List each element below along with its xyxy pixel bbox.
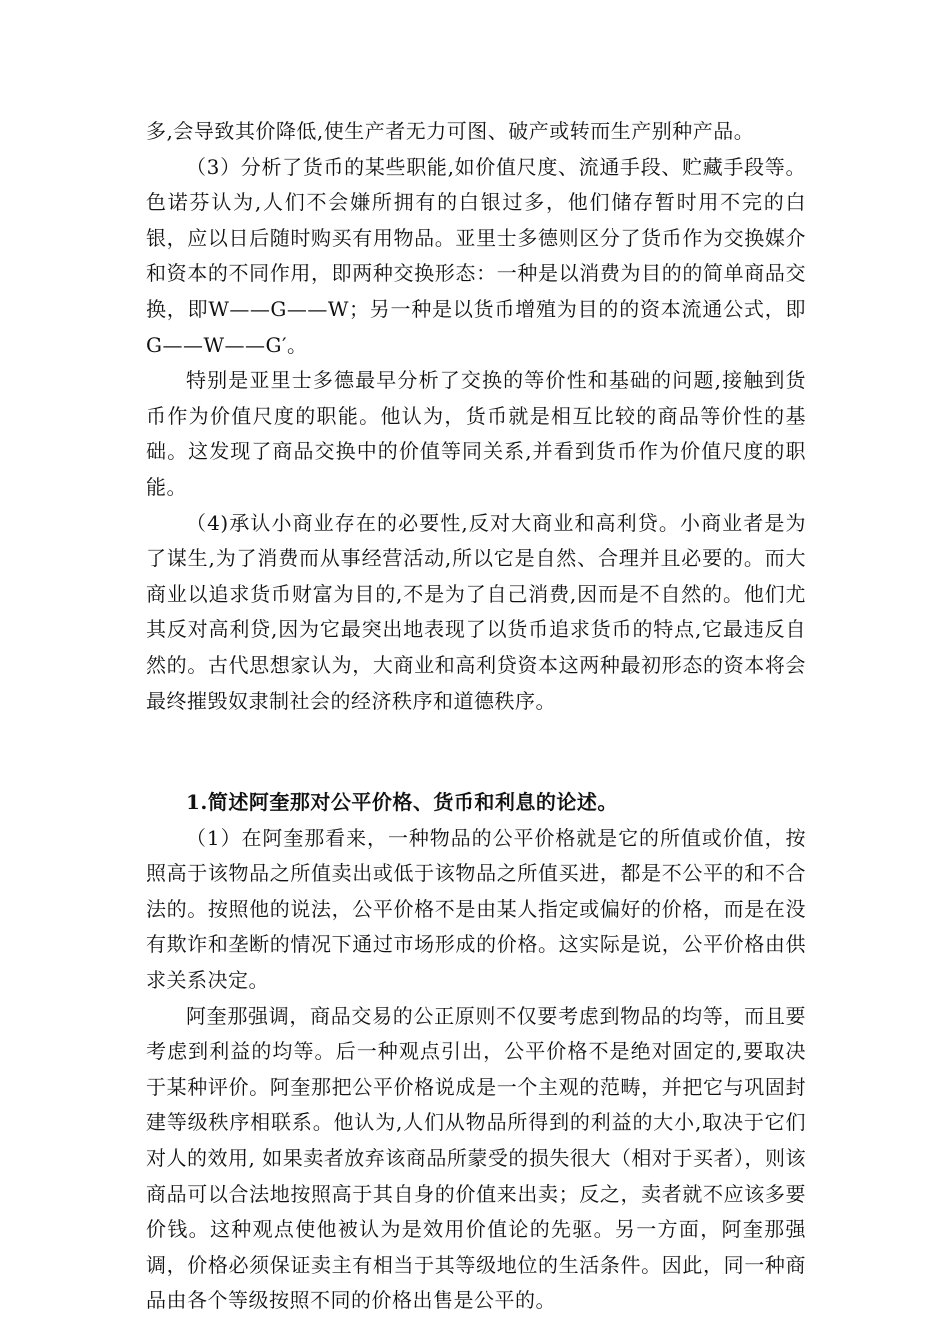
paragraph-aristotle: 特别是亚里士多德最早分析了交换的等价性和基础的问题,接触到货币作为价值尺度的职能。他认为，货币就是相互比较的商品等价性的基础。这发现了商品交换中的价值等同关系,并看到货币作为价值尺度的职能。 [146, 368, 806, 499]
paragraph-aquinas-2: 阿奎那强调，商品交易的公正原则不仅要考虑到物品的均等，而且要考虑到利益的均等。后一种观点引出，公平价格不是绝对固定的,要取决于某种评价。阿奎那把公平价格说成是一个主观的范畴，并把它与巩固封建等级秩序相联系。他认为,人们从物品所得到的利益的大小,取决于它们对人的效用, 如果卖者放弃该商品所蒙受的损失很大（相对于买者），则该商品可以合法地按照高于其自身的价值来出卖；反之，卖者就不应该多要价钱。这种观点使他被认为是效用价值论的先驱。另一方面，阿奎那强调，价格必须保证卖主有相当于其等级地位的生活条件。因此，同一种商品由各个等级按照不同的价格出售是公平的。 [146, 1003, 806, 1313]
paragraph-point-4: （4)承认小商业存在的必要性,反对大商业和高利贷。小商业者是为了谋生,为了消费而从事经营活动,所以它是自然、合理并且必要的。而大商业以追求货币财富为目的,不是为了自己消费,因而是不自然的。他们尤其反对高利贷,因为它最突出地表现了以货币追求货币的特点,它最违反自然的。古代思想家认为，大商业和高利贷资本这两种最初形态的资本将会最终摧毁奴隶制社会的经济秩序和道德秩序。 [146, 510, 806, 713]
paragraph-point-3: （3）分析了货币的某些职能,如价值尺度、流通手段、贮藏手段等。色诺芬认为,人们不会嫌所拥有的白银过多，他们储存暂时用不完的白银，应以日后随时购买有用物品。亚里士多德则区分了货币作为交换媒介和资本的不同作用，即两种交换形态：一种是以消费为目的的简单商品交换，即W——G——W；另一种是以货币增殖为目的的资本流通公式，即G——W——G′。 [146, 154, 806, 357]
section-heading: 1.简述阿奎那对公平价格、货币和利息的论述。 [186, 790, 618, 815]
paragraph-aquinas-1: （1）在阿奎那看来，一种物品的公平价格就是它的所值或价值，按照高于该物品之所值卖出或低于该物品之所值买进，都是不公平的和不合法的。按照他的说法，公平价格不是由某人指定或偏好的价格，而是在没有欺诈和垄断的情况下通过市场形成的价格。这实际是说，公平价格由供求关系决定。 [146, 825, 806, 993]
document-page [146, 114, 806, 1319]
paragraph-continuation: 多,会导致其价降低,使生产者无力可图、破产或转而生产别种产品。 [146, 119, 755, 143]
